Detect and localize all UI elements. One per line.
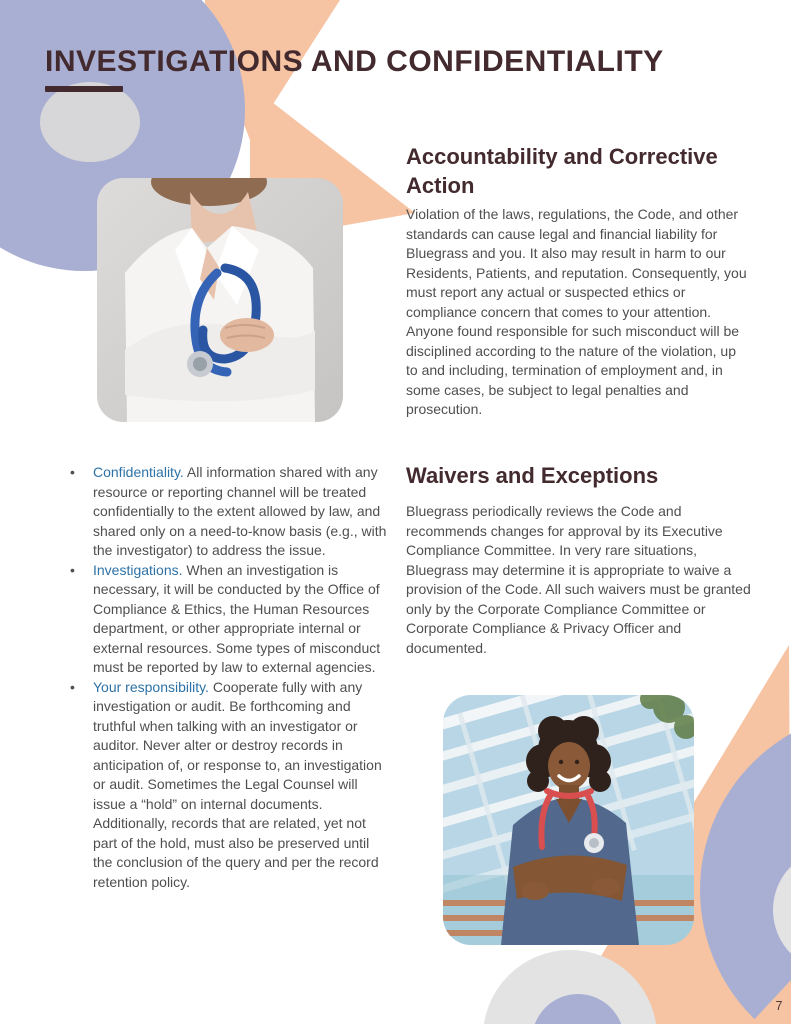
section-body-waivers: Bluegrass periodically reviews the Code and recommends changes for approval by its Executive Compliance Committee. In very rare situations, Bluegrass may determine it is appropriate to waive a provision of the Code. All such waivers must be granted only by the Corporate Compliance Committee or Corporate Compliance & Privacy Officer and documented. xyxy=(406,503,751,656)
list-item-detail: All information shared with any resource or reporting channel will be treated confidentially to the extent allowed by law, and shared only on a need-to-know basis (e.g., with the investigator) to address the issue. xyxy=(93,464,387,558)
list-item-lead: Confidentiality. xyxy=(93,464,184,480)
page-title: INVESTIGATIONS AND CONFIDENTIALITY xyxy=(45,45,664,78)
list-item-investigations xyxy=(70,561,392,678)
list-item-text xyxy=(93,678,392,893)
gray-circle-top-left-decoration xyxy=(40,82,140,162)
bullet-icon: • xyxy=(70,561,75,578)
section-heading-accountability: Accountability and Corrective Action xyxy=(406,144,718,198)
bullet-icon: • xyxy=(70,464,75,480)
page-number: 7 xyxy=(775,999,783,1013)
nurse-photo xyxy=(443,695,694,945)
list-item-detail: Cooperate fully with any investigation or audit. Be forthcoming and truthful when talking with an investigator or auditor. Never alter or destroy records in anticipation of, or response to, an investigation or audit. Sometimes the Legal Counsel will issue a “hold” on internal documents. Additionally, records that are related, yet not part of the hold, must also be preserved until the conclusion of the query and per the record retention policy. xyxy=(93,678,382,890)
list-item-text xyxy=(93,463,392,561)
doctor-photo-illustration xyxy=(97,178,343,422)
doctor-photo xyxy=(97,178,343,422)
policy-bullet-list xyxy=(70,463,392,892)
list-item-text xyxy=(93,561,392,678)
list-item-confidentiality xyxy=(70,463,392,561)
list-item-detail: When an investigation is necessary, it will be conducted by the Office of Compliance & Ethics, the Human Resources department, or other appropriate internal or external resources. Some types of misconduct must be reported by law to external agencies. xyxy=(93,561,381,675)
section-heading-waivers: Waivers and Exceptions xyxy=(406,463,659,488)
section-body-accountability: Violation of the laws, regulations, the Code, and other standards can cause legal and financial liability for Bluegrass and you. It also may result in harm to our Residents, Patients, and reputation. Consequently, you must report any actual or suspected ethics or compliance concern that comes to your attention. Anyone found responsible for such misconduct will be disciplined according to the nature of the violation, up to and including, termination of employment and, in some cases, be subject to legal penalties and prosecution. xyxy=(406,206,747,417)
bullet-icon: • xyxy=(70,678,75,695)
list-item-lead: Your responsibility. xyxy=(93,678,209,695)
nurse-photo-illustration xyxy=(443,695,694,945)
list-item-lead: Investigations. xyxy=(93,561,183,578)
list-item-your-responsibility xyxy=(70,678,392,893)
title-underline xyxy=(45,86,123,92)
